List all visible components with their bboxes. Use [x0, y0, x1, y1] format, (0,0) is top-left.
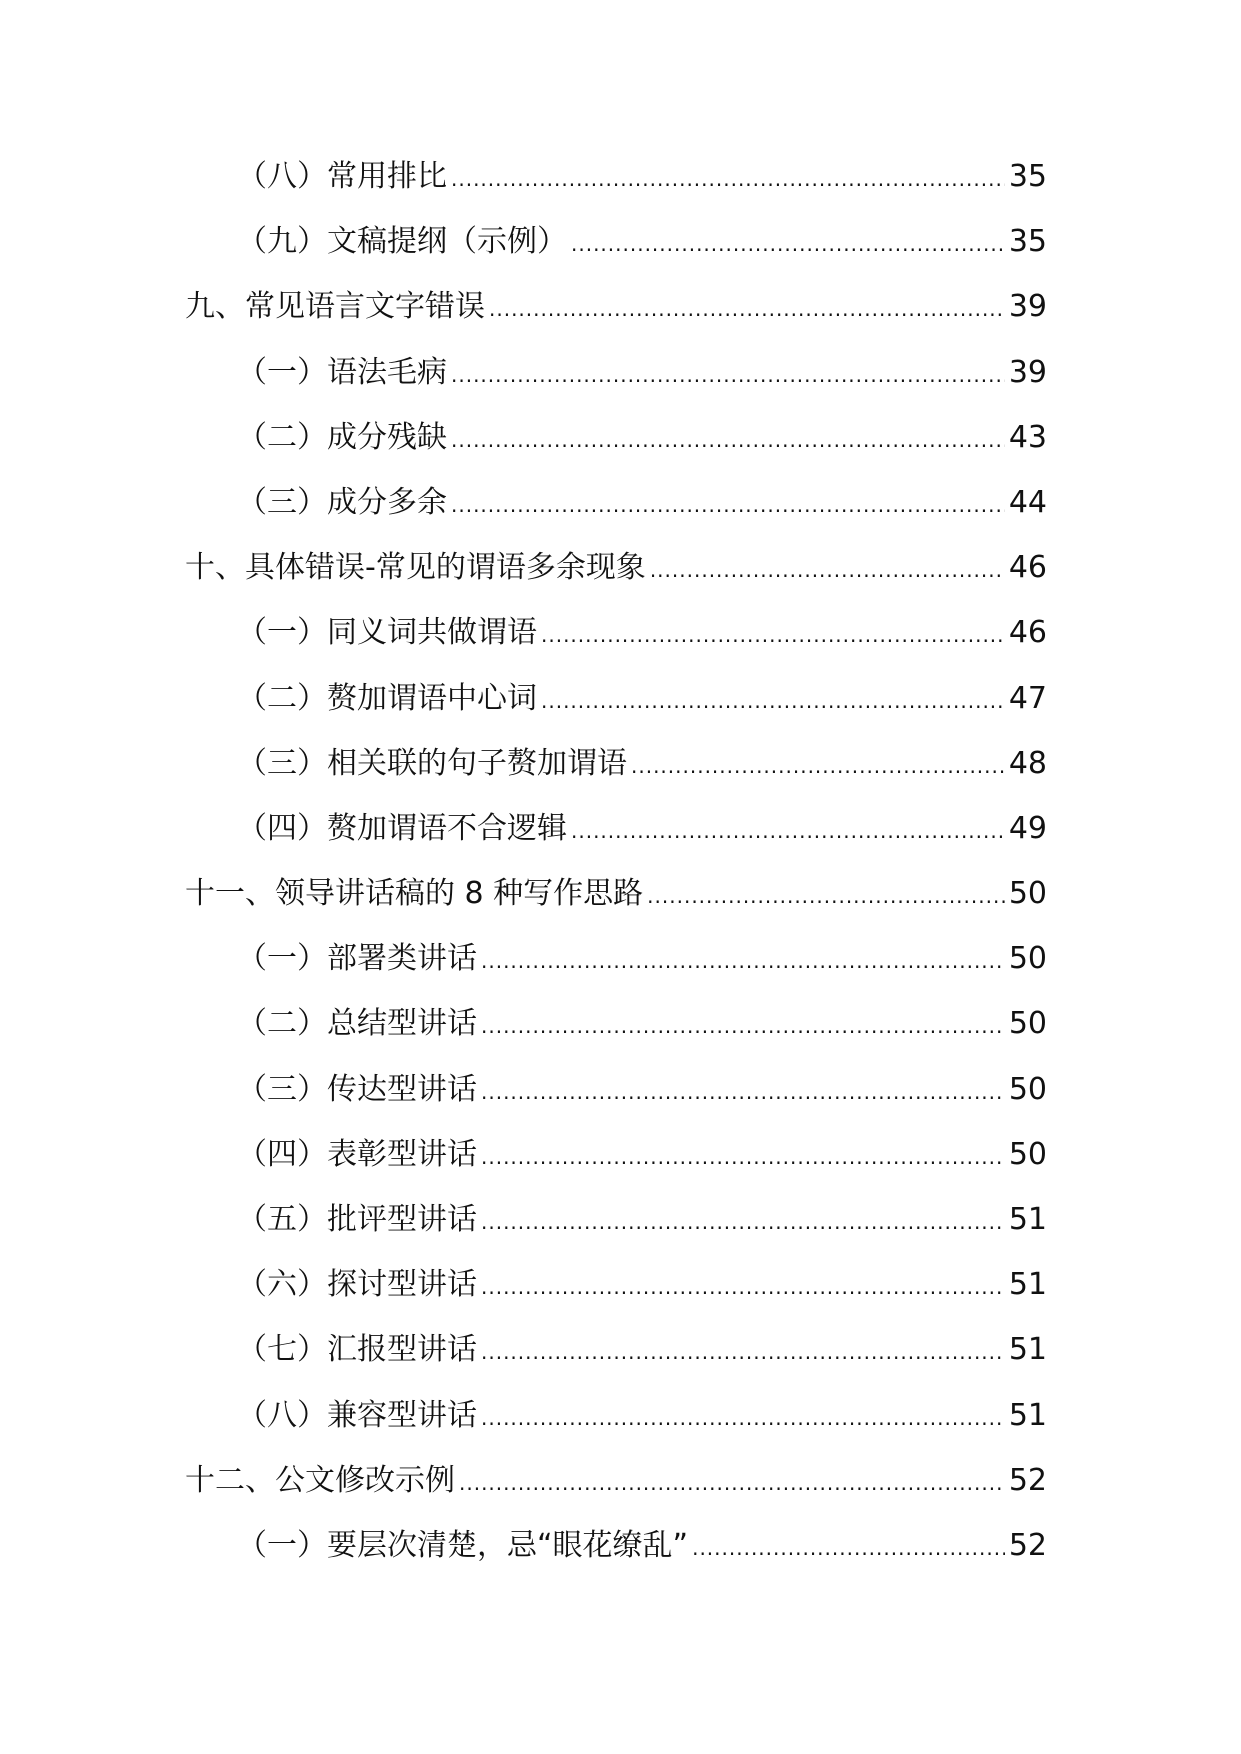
- toc-page-number: 52: [1008, 1527, 1047, 1563]
- toc-entry-title: （八）常用排比: [237, 159, 447, 194]
- toc-page-number: 35: [1008, 224, 1047, 260]
- toc-entry[interactable]: [185, 1461, 1047, 1526]
- toc-page-number: 44: [1008, 484, 1047, 520]
- dot-leader: [481, 1006, 1005, 1046]
- toc-entry[interactable]: [185, 874, 1047, 939]
- toc-entry-title: （三）相关联的句子赘加谓语: [237, 745, 627, 781]
- dot-leader: [650, 550, 1005, 590]
- toc-entry[interactable]: [185, 744, 1047, 809]
- toc-page-number: 51: [1008, 1397, 1047, 1433]
- toc-page-number: 46: [1008, 550, 1047, 586]
- toc-page-number: 39: [1008, 354, 1047, 390]
- dot-leader: [459, 1463, 1005, 1503]
- dot-leader: [451, 420, 1005, 460]
- toc-entry[interactable]: [185, 1070, 1047, 1135]
- toc-page-number: 43: [1008, 419, 1047, 455]
- dot-leader: [451, 355, 1005, 395]
- dot-leader: [489, 289, 1005, 329]
- toc-entry-title: （四）赘加谓语不合逻辑: [237, 810, 567, 846]
- dot-leader: [451, 159, 1005, 199]
- toc-entry[interactable]: [185, 809, 1047, 874]
- toc-entry-title: （六）探讨型讲话: [237, 1267, 477, 1303]
- toc-entry-title: （二）总结型讲话: [237, 1006, 477, 1042]
- toc-page-number: 48: [1008, 745, 1047, 781]
- toc-entry[interactable]: [185, 939, 1047, 1004]
- toc-entry[interactable]: [185, 418, 1047, 483]
- dot-leader: [481, 941, 1005, 981]
- toc-entry[interactable]: [185, 1526, 1047, 1591]
- toc-entry-title: （九）文稿提纲（示例）: [237, 224, 567, 260]
- dot-leader: [481, 1072, 1005, 1112]
- toc-entry[interactable]: [185, 1200, 1047, 1265]
- toc-entry[interactable]: [185, 1396, 1047, 1461]
- toc-entry[interactable]: [185, 1330, 1047, 1395]
- toc-page-number: 35: [1008, 159, 1047, 194]
- toc-entry-title: （五）批评型讲话: [237, 1202, 477, 1237]
- dot-leader: [481, 1137, 1005, 1177]
- toc-entry-title: （七）汇报型讲话: [237, 1332, 477, 1368]
- dot-leader: [481, 1332, 1005, 1372]
- toc-entry-title: （二）成分残缺: [237, 419, 447, 455]
- dot-leader: [481, 1267, 1005, 1307]
- toc-page-number: 49: [1008, 810, 1047, 846]
- dot-leader: [692, 1528, 1005, 1568]
- toc-entry[interactable]: [185, 548, 1047, 613]
- dot-leader: [571, 224, 1005, 264]
- dot-leader: [451, 485, 1005, 525]
- toc-entry-title: 十、具体错误-常见的谓语多余现象: [185, 550, 646, 586]
- toc-entry-title: （三）传达型讲话: [237, 1071, 477, 1107]
- toc-page-number: 50: [1008, 1071, 1047, 1107]
- toc-entry-title: 九、常见语言文字错误: [185, 289, 485, 325]
- toc-entry[interactable]: [185, 157, 1047, 222]
- dot-leader: [481, 1202, 1005, 1242]
- toc-entry-title: 十一、领导讲话稿的 8 种写作思路: [185, 876, 644, 912]
- toc-entry[interactable]: [185, 1135, 1047, 1200]
- table-of-contents: [185, 157, 1047, 1591]
- toc-entry[interactable]: [185, 287, 1047, 352]
- toc-page-number: 51: [1008, 1332, 1047, 1368]
- toc-entry[interactable]: [185, 679, 1047, 744]
- toc-page-number: 50: [1008, 1006, 1047, 1042]
- toc-entry[interactable]: [185, 353, 1047, 418]
- toc-entry-title: （三）成分多余: [237, 484, 447, 520]
- toc-page-number: 52: [1008, 1462, 1047, 1498]
- toc-entry-title: （一）同义词共做谓语: [237, 615, 537, 651]
- toc-page-number: 50: [1008, 941, 1047, 977]
- toc-entry-title: （八）兼容型讲话: [237, 1397, 477, 1433]
- toc-entry[interactable]: [185, 483, 1047, 548]
- dot-leader: [571, 811, 1005, 851]
- toc-entry-title: （二）赘加谓语中心词: [237, 680, 537, 716]
- toc-page-number: 50: [1008, 1136, 1047, 1172]
- dot-leader: [647, 876, 1005, 916]
- toc-entry-title: （四）表彰型讲话: [237, 1136, 477, 1172]
- toc-page-number: 51: [1008, 1202, 1047, 1237]
- dot-leader: [631, 746, 1005, 786]
- dot-leader: [541, 615, 1005, 655]
- toc-page-number: 50: [1008, 876, 1047, 912]
- toc-entry-title: （一）要层次清楚，忌“眼花缭乱”: [237, 1527, 689, 1563]
- toc-entry-title: 十二、公文修改示例: [185, 1462, 455, 1498]
- toc-entry[interactable]: [185, 1265, 1047, 1330]
- toc-page-number: 39: [1008, 289, 1047, 325]
- toc-entry-title: （一）部署类讲话: [237, 941, 477, 977]
- toc-entry-title: （一）语法毛病: [237, 354, 447, 390]
- toc-entry[interactable]: [185, 1004, 1047, 1069]
- dot-leader: [481, 1398, 1005, 1438]
- toc-page-number: 51: [1008, 1267, 1047, 1303]
- toc-entry[interactable]: [185, 613, 1047, 678]
- dot-leader: [541, 681, 1005, 721]
- toc-page-number: 46: [1008, 615, 1047, 651]
- toc-page-number: 47: [1008, 680, 1047, 716]
- toc-entry[interactable]: [185, 222, 1047, 287]
